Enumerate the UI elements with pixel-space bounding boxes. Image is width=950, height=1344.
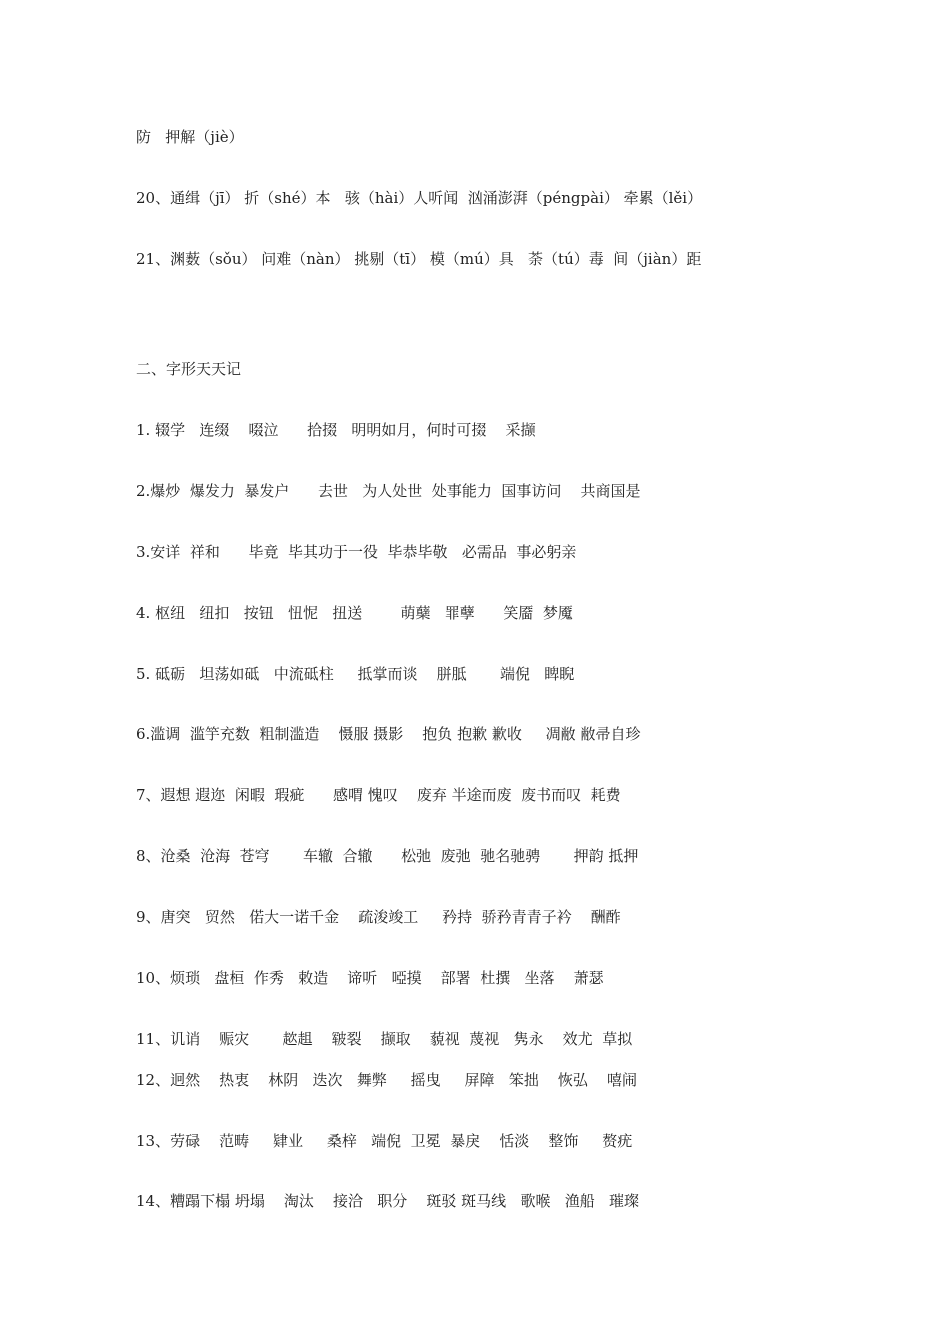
glyph-line-7: 7、遐想 遐迩 闲暇 瑕疵 感喟 愧叹 废弃 半途而废 废书而叹 耗费 [136, 786, 621, 804]
glyph-line-11: 11、讥诮 赈灾 趑趄 皲裂 撷取 藐视 蔑视 隽永 效尤 草拟 [136, 1030, 633, 1048]
pinyin-line-cont: 防 押解（jiè） [136, 128, 244, 146]
glyph-line-13: 13、劳碌 范畴 肄业 桑梓 端倪 卫冕 暴戾 恬淡 整饰 赘疣 [136, 1132, 633, 1150]
glyph-line-5: 5. 砥砺 坦荡如砥 中流砥柱 抵掌而谈 胼胝 端倪 睥睨 [136, 665, 575, 683]
glyph-line-12: 12、迥然 热衷 林阴 迭次 舞弊 摇曳 屏障 笨拙 恢弘 嘻闹 [136, 1071, 637, 1089]
glyph-line-1: 1. 辍学 连缀 啜泣 拾掇 明明如月，何时可掇 采撷 [136, 421, 536, 439]
glyph-line-6: 6.滥调 滥竽充数 粗制滥造 慑服 摄影 抱负 抱歉 歉收 凋敝 敝帚自珍 [136, 725, 641, 743]
glyph-line-4: 4. 枢纽 纽扣 按钮 忸怩 扭送 萌蘖 罪孽 笑靥 梦魇 [136, 604, 573, 622]
glyph-line-9: 9、唐突 贸然 偌大一诺千金 疏浚竣工 矜持 骄矜青青子衿 酬酢 [136, 908, 621, 926]
pinyin-line-21: 21、渊薮（sǒu） 问难（nàn） 挑剔（tī） 模（mú）具 荼（tú）毒 间（jiàn）距 [136, 250, 702, 268]
glyph-line-10: 10、烦琐 盘桓 作秀 敕造 谛听 啞摸 部署 杜撰 坐落 萧瑟 [136, 969, 604, 987]
glyph-line-2: 2.爆炒 爆发力 暴发户 去世 为人处世 处事能力 国事访问 共商国是 [136, 482, 641, 500]
glyph-line-8: 8、沧桑 沧海 苍穹 车辙 合辙 松弛 废弛 驰名驰骋 押韵 抵押 [136, 847, 639, 865]
section-heading: 二、字形天天记 [136, 360, 242, 378]
glyph-line-14: 14、糟蹋下榻 坍塌 淘汰 接洽 职分 斑驳 斑马线 歌喉 渔船 璀璨 [136, 1192, 640, 1210]
pinyin-line-20: 20、通缉（jī） 折（shé）本 骇（hài）人听闻 汹涌澎湃（péngpài） 牵累（lěi） [136, 189, 703, 207]
glyph-line-3: 3.安详 祥和 毕竟 毕其功于一役 毕恭毕敬 必需品 事必躬亲 [136, 543, 577, 561]
